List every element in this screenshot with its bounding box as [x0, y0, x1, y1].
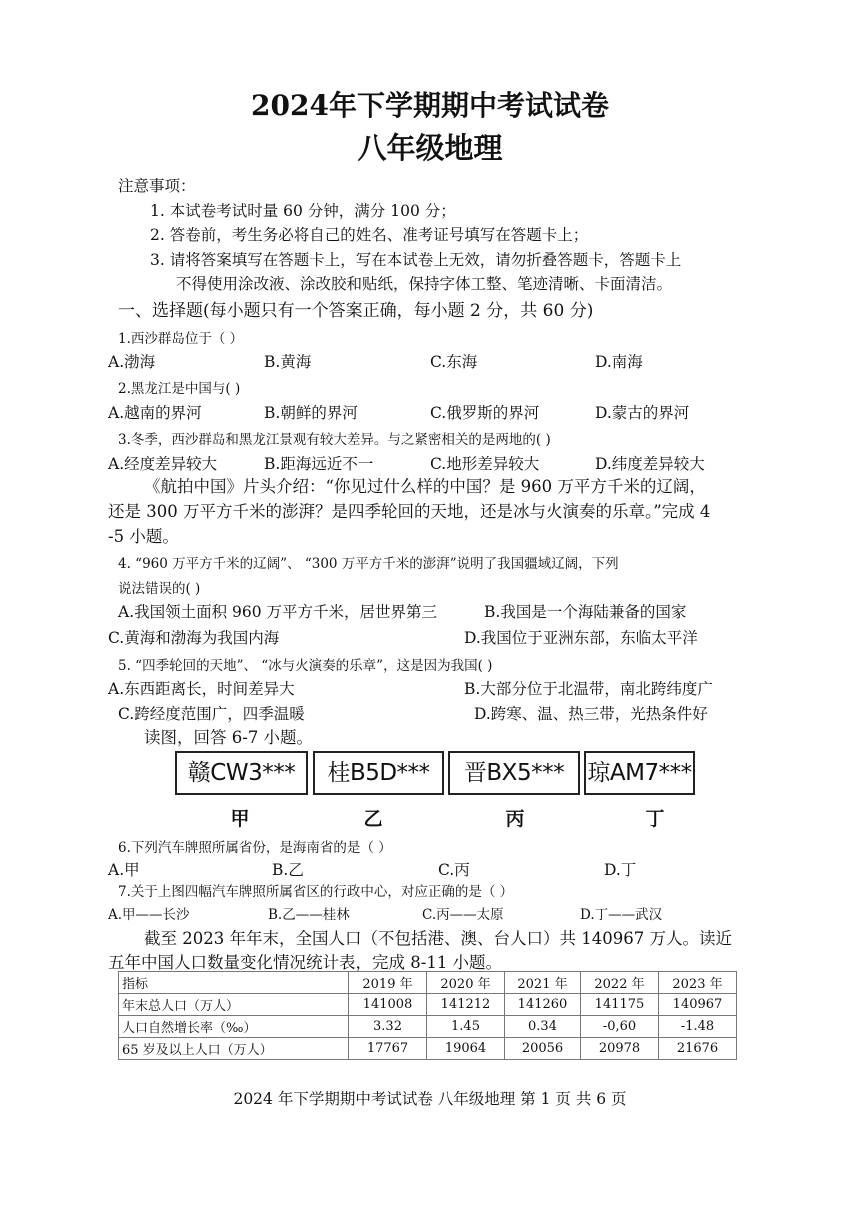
question-6-option-d: D.丁: [604, 861, 637, 879]
question-4-stem: 4. “960 万平方千米的辽阔”、 “300 万平方千米的澎湃”说明了我国疆域辽阔，下列: [118, 556, 619, 572]
table-row: [119, 1016, 737, 1038]
table-cell: -1.48: [659, 1016, 737, 1038]
question-5-stem: 5. “四季轮回的天地”、 “冰与火演奏的乐章”，这是因为我国( ): [118, 658, 493, 674]
question-6-option-a: A.甲: [108, 861, 140, 879]
read-figure-6-7: 读图，回答 6-7 小题。: [144, 728, 314, 747]
table-cell: 20978: [581, 1038, 659, 1060]
question-4-option-a: A.我国领土面积 960 万平方千米，居世界第三: [118, 603, 438, 621]
notice-item-3: 3. 请将答案填写在答题卡上，写在本试卷上无效，请勿折叠答题卡，答题卡上: [150, 251, 682, 269]
license-plate-jia: 赣CW3***: [175, 751, 308, 795]
notice-item-3-cont: 不得使用涂改液、涂改胶和贴纸，保持字体工整、笔迹清晰、卡面清洁。: [176, 275, 673, 293]
table-cell: 140967: [659, 994, 737, 1016]
question-3-option-a: A.经度差异较大: [108, 455, 218, 473]
table-header-cell: 2020 年: [427, 972, 505, 994]
table-header-cell: 2023 年: [659, 972, 737, 994]
notice-item-1: 1. 本试卷考试时量 60 分钟，满分 100 分；: [150, 202, 456, 220]
table-cell: 1.45: [427, 1016, 505, 1038]
passage-8-11-line-2: 五年中国人口数量变化情况统计表，完成 8-11 小题。: [108, 953, 503, 972]
question-7-option-b: B.乙——桂林: [268, 907, 350, 923]
plate-label-bing: 丙: [505, 808, 525, 830]
question-5-option-b: B.大部分位于北温带，南北跨纬度广: [464, 680, 713, 698]
table-cell: 3.32: [349, 1016, 427, 1038]
question-7-option-d: D.丁——武汉: [580, 907, 663, 923]
question-6-option-b: B.乙: [272, 861, 304, 879]
question-1-option-d: D.南海: [595, 353, 643, 371]
table-cell: 年末总人口（万人）: [119, 994, 349, 1016]
exam-subject: 八年级地理: [357, 131, 503, 165]
table-cell: 0.34: [505, 1016, 581, 1038]
notice-heading: 注意事项：: [118, 177, 196, 195]
license-plate-bing: 晋BX5***: [448, 751, 580, 795]
passage-8-11-line-1: 截至 2023 年年末，全国人口（不包括港、澳、台人口）共 140967 万人。读近: [144, 929, 732, 948]
question-7-option-c: C.丙——太原: [422, 907, 504, 923]
section-title: 一、选择题(每小题只有一个答案正确，每小题 2 分，共 60 分): [118, 301, 594, 321]
question-5-option-d: D.跨寒、温、热三带，光热条件好: [474, 705, 708, 723]
table-cell: 21676: [659, 1038, 737, 1060]
plate-label-jia: 甲: [230, 808, 250, 830]
page-footer: 2024 年下学期期中考试试卷 八年级地理 第 1 页 共 6 页: [233, 1090, 627, 1108]
question-1-option-a: A.渤海: [108, 353, 156, 371]
question-4-option-d: D.我国位于亚洲东部，东临太平洋: [464, 629, 698, 647]
passage-4-5-line-2: 还是 300 万平方千米的澎湃？是四季轮回的天地，还是冰与火演奏的乐章。”完成 4: [108, 502, 711, 521]
passage-4-5-line-3: -5 小题。: [108, 527, 179, 546]
question-3-option-d: D.纬度差异较大: [595, 455, 705, 473]
table-cell: -0,60: [581, 1016, 659, 1038]
question-2-option-a: A.越南的界河: [108, 404, 202, 422]
question-2-option-c: C.俄罗斯的界河: [430, 404, 540, 422]
license-plate-ding: 琼AM7***: [584, 751, 695, 795]
plate-label-ding: 丁: [645, 808, 665, 830]
table-cell: 65 岁及以上人口（万人）: [119, 1038, 349, 1060]
table-cell: 17767: [349, 1038, 427, 1060]
question-3-option-b: B.距海远近不一: [264, 455, 374, 473]
notice-item-2: 2. 答卷前，考生务必将自己的姓名、准考证号填写在答题卡上；: [150, 226, 589, 244]
table-header-cell: 2022 年: [581, 972, 659, 994]
question-6-stem: 6.下列汽车牌照所属省份，是海南省的是（ ）: [118, 840, 392, 856]
question-5-option-a: A.东西距离长，时间差异大: [108, 680, 295, 698]
table-cell: 141008: [349, 994, 427, 1016]
question-4-option-b: B.我国是一个海陆兼备的国家: [484, 603, 687, 621]
table-cell: 20056: [505, 1038, 581, 1060]
table-cell: 人口自然增长率（‰）: [119, 1016, 349, 1038]
table-cell: 141260: [505, 994, 581, 1016]
question-1-option-c: C.东海: [430, 353, 478, 371]
exam-title: 2024年下学期期中考试试卷: [251, 89, 609, 122]
table-header-cell: 指标: [119, 972, 349, 994]
table-cell: 141175: [581, 994, 659, 1016]
question-3-stem: 3.冬季，西沙群岛和黑龙江景观有较大差异。与之紧密相关的是两地的( ): [118, 432, 551, 448]
table-header-cell: 2021 年: [505, 972, 581, 994]
question-2-stem: 2.黑龙江是中国与( ): [118, 381, 241, 397]
license-plate-figure: [175, 751, 695, 835]
question-3-option-c: C.地形差异较大: [430, 455, 540, 473]
table-header-cell: 2019 年: [349, 972, 427, 994]
question-2-option-d: D.蒙古的界河: [595, 404, 690, 422]
question-1-option-b: B.黄海: [264, 353, 312, 371]
question-6-option-c: C.丙: [438, 861, 470, 879]
table-header-row: [119, 972, 737, 994]
population-table: [118, 971, 737, 1060]
plate-label-yi: 乙: [363, 808, 383, 830]
table-row: [119, 1038, 737, 1060]
question-5-option-c: C.跨经度范围广，四季温暖: [118, 705, 305, 723]
question-4-option-c: C.黄海和渤海为我国内海: [108, 629, 280, 647]
question-7-stem: 7.关于上图四幅汽车牌照所属省区的行政中心，对应正确的是（ ）: [118, 884, 514, 900]
table-cell: 141212: [427, 994, 505, 1016]
passage-4-5-line-1: 《航拍中国》片头介绍：“你见过什么样的中国？是 960 万平方千米的辽阔，: [144, 477, 706, 496]
license-plate-yi: 桂B5D***: [313, 751, 444, 795]
table-row: [119, 994, 737, 1016]
question-7-option-a: A.甲——长沙: [108, 907, 190, 923]
question-1-stem: 1.西沙群岛位于（ ）: [118, 331, 244, 347]
question-4-stem-cont: 说法错误的( ): [118, 581, 201, 597]
question-2-option-b: B.朝鲜的界河: [264, 404, 358, 422]
table-cell: 19064: [427, 1038, 505, 1060]
